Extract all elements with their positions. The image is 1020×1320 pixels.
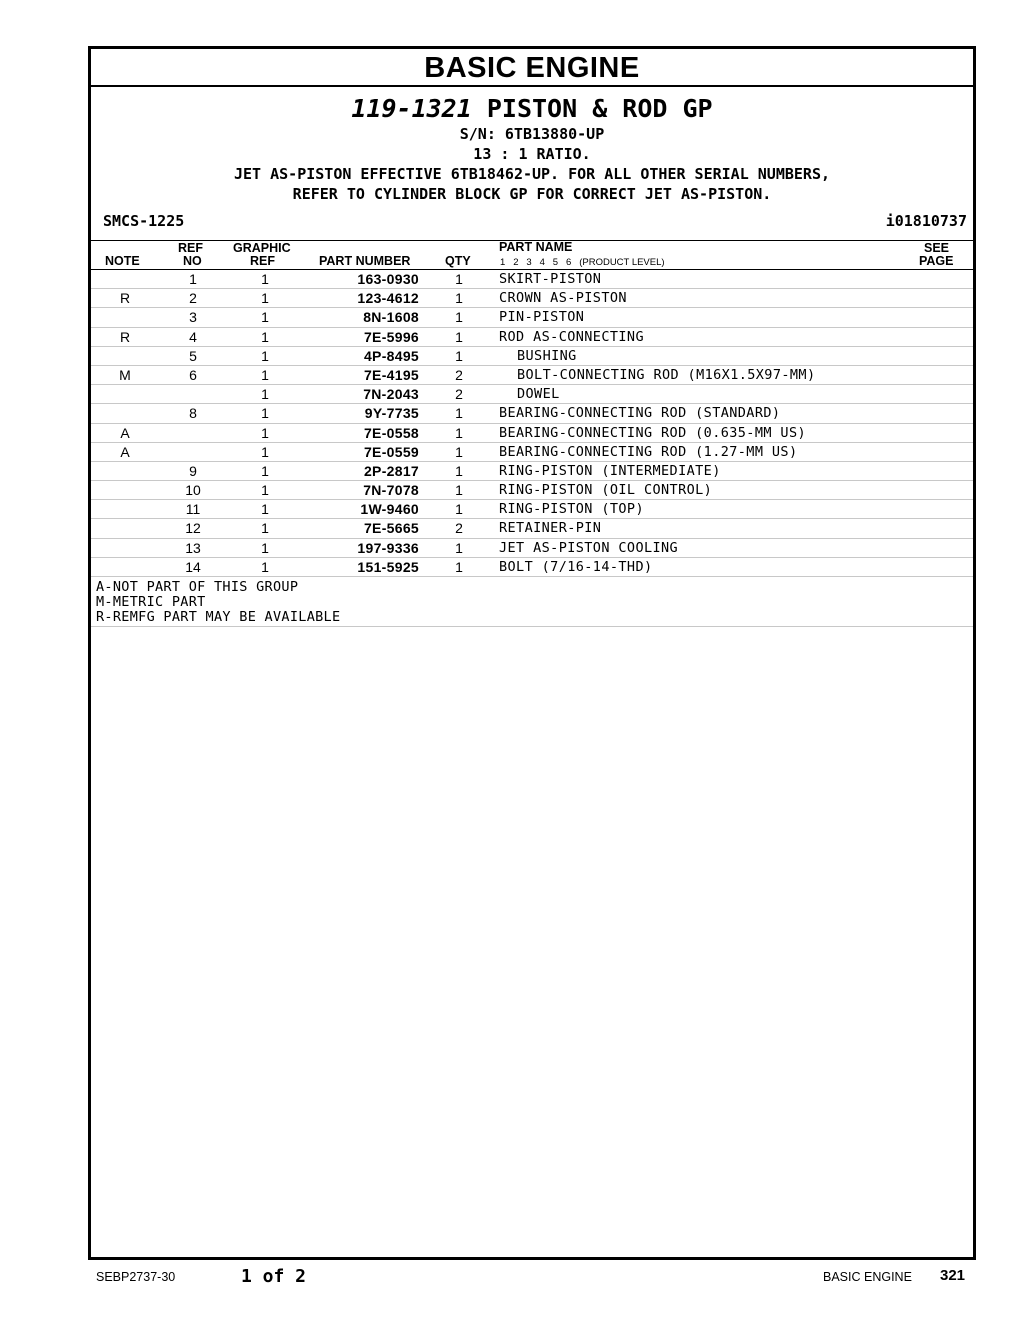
table-header [91,240,973,270]
part-number-cell: 4P-8495 [363,347,419,364]
note-cell: R [119,290,131,307]
part-number-cell: 151-5925 [357,558,419,575]
section-title: BASIC ENGINE [91,49,973,87]
graphic-ref-cell: 1 [261,290,269,307]
qty-cell: 2 [455,386,463,403]
graphic-ref-cell: 1 [261,424,269,441]
part-number-cell: 7E-0558 [363,424,419,441]
ref-no-cell: 1 [189,271,197,287]
part-name-cell: RETAINER-PIN [499,520,602,537]
graphic-ref-cell: 1 [261,405,269,422]
part-name-cell: BUSHING [517,347,577,364]
header-qty: QTY [445,254,471,268]
part-name-cell: ROD AS-CONNECTING [499,328,644,345]
footer-section: BASIC ENGINE [823,1270,912,1284]
part-name-cell: RING-PISTON (OIL CONTROL) [499,482,713,499]
graphic-ref-cell: 1 [261,386,269,403]
qty-cell: 1 [455,328,463,345]
part-number-cell: 9Y-7735 [364,405,419,422]
header-see-top: SEE [924,241,950,255]
ref-no-cell: 13 [185,539,201,556]
qty-cell: 1 [455,405,463,422]
graphic-ref-cell: 1 [261,462,269,479]
table-row [91,443,973,462]
qty-cell: 1 [455,290,463,307]
ref-no-cell: 12 [185,520,201,537]
qty-cell: 1 [455,443,463,460]
ref-no-cell: 8 [189,405,197,422]
illustration-id: i01810737 [885,212,967,230]
group-title [91,94,973,124]
table-row [91,404,973,423]
part-number-cell: 8N-1608 [363,309,419,326]
qty-cell: 1 [455,347,463,364]
note-cell: A [120,424,130,441]
qty-cell: 1 [455,482,463,499]
smcs-row [91,212,973,234]
footer-page-number: 321 [940,1267,966,1284]
qty-cell: 1 [455,539,463,556]
ref-no-cell: 2 [189,290,197,307]
part-name-cell: BOLT (7/16-14-THD) [499,558,653,575]
table-row [91,328,973,347]
qty-cell: 1 [455,462,463,479]
ref-no-cell: 3 [189,309,197,326]
footer-page-of: 1 of 2 [241,1266,307,1287]
parts-table-body [91,270,973,577]
graphic-ref-cell: 1 [261,558,269,575]
table-row [91,270,973,289]
ref-no-cell: 10 [185,482,201,499]
part-number-cell: 7E-4195 [363,366,419,383]
part-number-cell: 2P-2817 [363,462,419,479]
legend-m: M-METRIC PART [96,594,206,610]
header-graphic-top: GRAPHIC [233,241,291,255]
part-name-cell: CROWN AS-PISTON [499,290,627,307]
graphic-ref-cell: 1 [261,309,269,326]
legend-r: R-REMFG PART MAY BE AVAILABLE [96,609,341,625]
part-number-cell: 7N-7078 [363,482,419,499]
graphic-ref-cell: 1 [261,501,269,518]
header-part-name: PART NAME [499,240,573,254]
table-row [91,424,973,443]
header-graphic-bottom: REF [250,254,275,268]
page-frame [88,46,976,1260]
part-number-cell: 163-0930 [357,271,419,287]
smcs-code: SMCS-1225 [103,212,185,230]
ref-no-cell: 4 [189,328,197,345]
note-cell: M [119,366,131,383]
header-note: NOTE [105,254,140,268]
graphic-ref-cell: 1 [261,482,269,499]
qty-cell: 2 [455,366,463,383]
table-row [91,519,973,538]
qty-cell: 1 [455,558,463,575]
part-number-cell: 7E-5665 [363,520,419,537]
table-row [91,558,973,577]
part-number-cell: 7E-0559 [363,443,419,460]
graphic-ref-cell: 1 [261,520,269,537]
group-name: PISTON & ROD GP [486,94,713,123]
part-name-cell: JET AS-PISTON COOLING [499,539,679,556]
qty-cell: 1 [455,271,463,287]
table-row [91,366,973,385]
header-ref-bottom: NO [183,254,202,268]
part-name-cell: PIN-PISTON [499,309,585,326]
header-ref-top: REF [178,241,203,255]
part-number-cell: 123-4612 [357,290,419,307]
qty-cell: 1 [455,424,463,441]
part-name-cell: BOLT-CONNECTING ROD (M16X1.5X97-MM) [517,366,816,383]
ref-no-cell: 9 [189,462,197,479]
header-part-number: PART NUMBER [319,254,411,268]
graphic-ref-cell: 1 [261,328,269,345]
note-cell: R [119,328,131,345]
qty-cell: 2 [455,520,463,537]
header-product-levels: 1 2 3 4 5 6 (PRODUCT LEVEL) [500,257,665,268]
part-name-cell: RING-PISTON (TOP) [499,501,644,518]
part-number-cell: 7E-5996 [363,328,419,345]
note-cell: A [120,443,130,460]
table-row [91,308,973,327]
table-row [91,500,973,519]
qty-cell: 1 [455,501,463,518]
group-header [91,94,973,204]
table-row [91,539,973,558]
notes-legend [91,577,973,627]
ref-no-cell: 5 [189,347,197,364]
part-number-cell: 7N-2043 [363,386,419,403]
part-name-cell: BEARING-CONNECTING ROD (1.27-MM US) [499,443,798,460]
ref-no-cell: 6 [189,366,197,383]
part-name-cell: BEARING-CONNECTING ROD (0.635-MM US) [499,424,806,441]
graphic-ref-cell: 1 [261,539,269,556]
part-name-cell: BEARING-CONNECTING ROD (STANDARD) [499,405,781,422]
part-number-cell: 197-9336 [357,539,419,556]
table-row [91,385,973,404]
page-footer [0,1266,1020,1290]
ref-no-cell: 11 [185,501,201,518]
part-name-cell: SKIRT-PISTON [499,271,602,287]
qty-cell: 1 [455,309,463,326]
group-number: 119-1321 [351,94,472,123]
part-name-cell: RING-PISTON (INTERMEDIATE) [499,462,721,479]
header-see-bottom: PAGE [919,254,954,268]
graphic-ref-cell: 1 [261,347,269,364]
graphic-ref-cell: 1 [261,443,269,460]
table-row [91,462,973,481]
graphic-ref-cell: 1 [261,366,269,383]
group-note-line-1: JET AS-PISTON EFFECTIVE 6TB18462-UP. FOR ALL OTHER SERIAL NUMBERS, [233,165,831,183]
ratio: 13 : 1 RATIO. [473,145,591,163]
table-row [91,481,973,500]
serial-number: S/N: 6TB13880-UP [459,125,605,143]
table-row [91,289,973,308]
group-note-line-2: REFER TO CYLINDER BLOCK GP FOR CORRECT JET AS-PISTON. [292,185,772,203]
graphic-ref-cell: 1 [261,271,269,287]
legend-a: A-NOT PART OF THIS GROUP [96,579,299,595]
footer-doc-id: SEBP2737-30 [96,1270,176,1284]
table-row [91,347,973,366]
part-number-cell: 1W-9460 [360,501,419,518]
ref-no-cell: 14 [185,558,201,575]
part-name-cell: DOWEL [517,386,560,403]
